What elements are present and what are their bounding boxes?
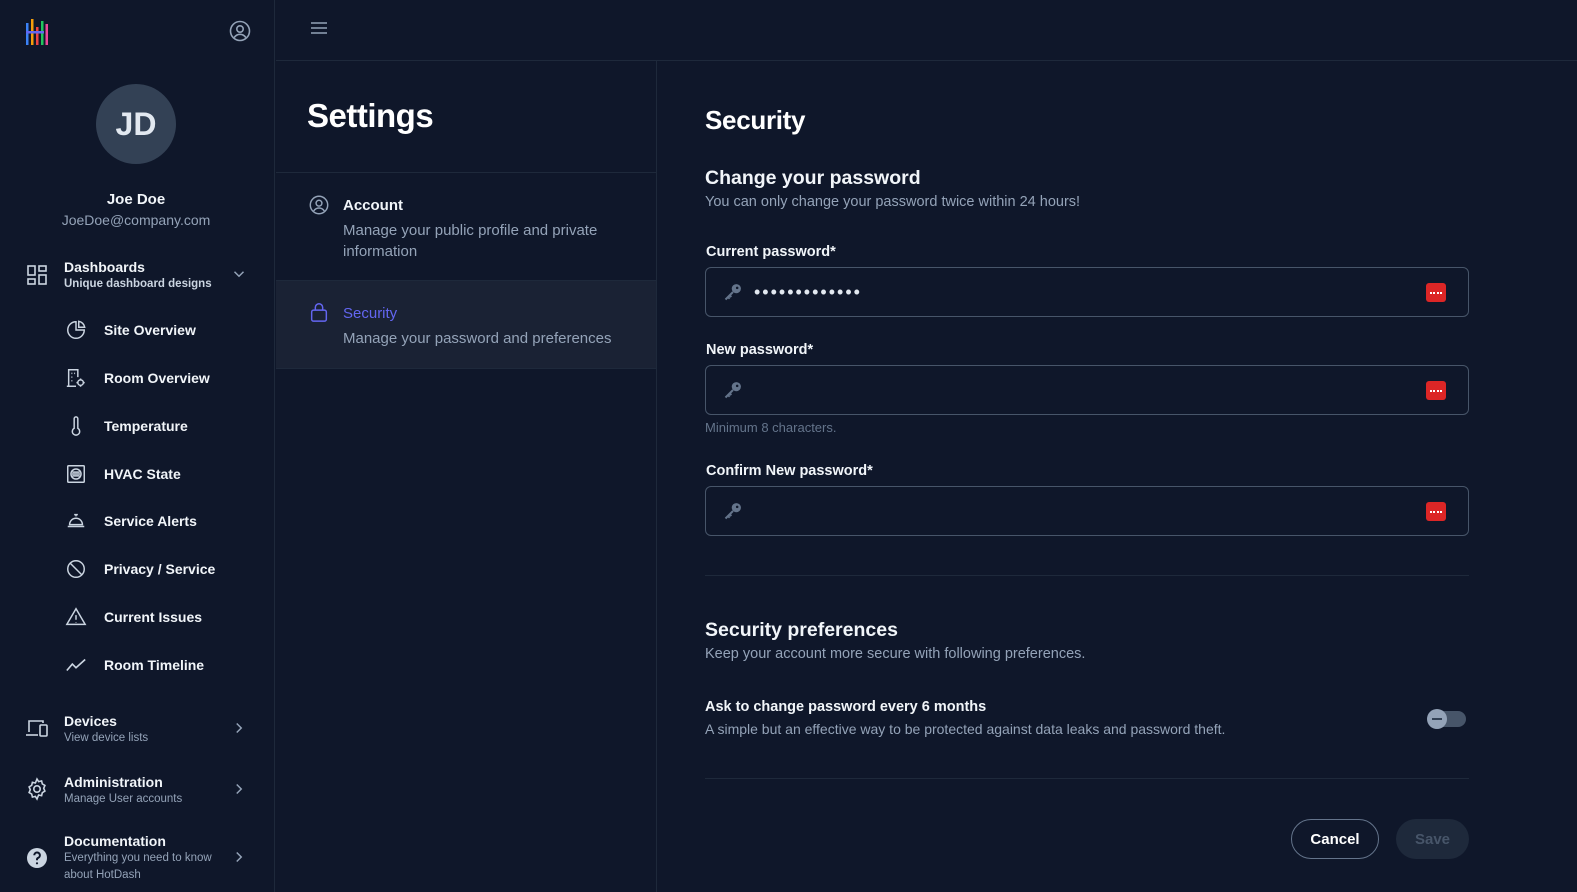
devices-icon — [25, 716, 49, 740]
settings-item-description: Manage your public profile and private information — [343, 222, 598, 260]
password-manager-icon[interactable] — [1426, 502, 1446, 521]
new-password-input[interactable] — [754, 374, 1404, 406]
sidebar-item-label: Room Timeline — [104, 657, 205, 673]
nav-group-documentation[interactable] — [0, 831, 274, 885]
divider — [705, 778, 1469, 779]
nav-group-subtitle: Everything you need to know about HotDash — [64, 852, 212, 881]
user-circle-icon — [308, 194, 330, 216]
user-email: JoeDoe@company.com — [61, 212, 211, 228]
sidebar-item-service-alerts[interactable] — [0, 502, 274, 542]
security-panel — [657, 61, 1577, 892]
avatar[interactable]: JD — [96, 84, 176, 164]
thermometer-icon — [65, 415, 87, 437]
preference-option-title: Ask to change password every 6 months — [705, 699, 987, 715]
sidebar-item-privacy-service[interactable] — [0, 550, 274, 590]
nav-group-title: Administration — [64, 774, 163, 790]
sidebar-item-label: Site Overview — [104, 322, 196, 338]
nav-group-administration[interactable] — [0, 771, 274, 811]
divider — [705, 575, 1469, 576]
settings-item-security[interactable] — [276, 280, 656, 369]
change-password-title: Change your password — [705, 167, 921, 189]
nav-group-title: Documentation — [64, 833, 166, 849]
preference-option-description: A simple but an effective way to be protected against data leaks and password theft. — [705, 721, 1226, 737]
current-password-input[interactable] — [754, 276, 1404, 308]
sidebar-item-current-issues[interactable] — [0, 598, 274, 638]
new-password-field[interactable] — [705, 365, 1469, 415]
hotdash-logo[interactable] — [26, 19, 48, 46]
confirm-password-field[interactable] — [705, 486, 1469, 536]
chevron-right-icon[interactable] — [230, 780, 248, 798]
current-password-field[interactable] — [705, 267, 1469, 317]
sidebar-item-hvac-state[interactable] — [0, 455, 274, 495]
sidebar-item-room-timeline[interactable] — [0, 646, 274, 686]
top-bar — [276, 0, 1577, 61]
security-preferences-subtitle: Keep your account more secure with following preferences. — [705, 646, 1086, 662]
trend-icon — [65, 654, 87, 676]
nav-group-title: Devices — [64, 713, 117, 729]
gear-icon — [25, 777, 49, 801]
help-icon — [25, 846, 49, 870]
nav-group-title: Dashboards — [64, 259, 145, 275]
lock-icon — [308, 301, 330, 323]
settings-item-description: Manage your password and preferences — [343, 330, 612, 347]
nav-group-subtitle: Manage User accounts — [64, 793, 183, 805]
sidebar-item-label: HVAC State — [104, 466, 181, 482]
sidebar-item-label: Privacy / Service — [104, 561, 216, 577]
sidebar-item-label: Service Alerts — [104, 513, 197, 529]
hamburger-menu-icon[interactable] — [309, 18, 329, 38]
service-bell-icon — [65, 510, 87, 532]
user-profile-icon[interactable] — [228, 19, 252, 43]
confirm-password-label: Confirm New password* — [706, 463, 873, 479]
security-preferences-title: Security preferences — [705, 619, 898, 641]
hvac-icon — [65, 463, 87, 485]
user-name: Joe Doe — [106, 191, 166, 208]
key-icon — [723, 501, 743, 521]
sidebar — [0, 0, 275, 892]
sidebar-item-label: Temperature — [104, 418, 188, 434]
sidebar-item-label: Room Overview — [104, 370, 210, 386]
save-button[interactable]: Save — [1396, 819, 1469, 859]
settings-item-account[interactable] — [276, 172, 656, 280]
grid-icon — [25, 263, 49, 287]
sidebar-item-site-overview[interactable] — [0, 311, 274, 351]
block-icon — [65, 558, 87, 580]
new-password-label: New password* — [706, 342, 814, 358]
chevron-right-icon[interactable] — [230, 719, 248, 737]
warning-icon — [65, 606, 87, 628]
sidebar-item-temperature[interactable] — [0, 407, 274, 447]
toggle-knob — [1427, 709, 1447, 729]
nav-group-dashboards[interactable] — [0, 256, 274, 296]
nav-group-subtitle: Unique dashboard designs — [64, 278, 212, 290]
confirm-password-input[interactable] — [754, 495, 1404, 527]
sidebar-item-label: Current Issues — [104, 609, 203, 625]
pie-chart-icon — [65, 319, 87, 341]
section-title: Security — [705, 105, 806, 135]
change-password-subtitle: You can only change your password twice within 24 hours! — [705, 194, 1081, 210]
key-icon — [723, 380, 743, 400]
sidebar-item-room-overview[interactable] — [0, 359, 274, 399]
chevron-right-icon[interactable] — [230, 848, 248, 866]
nav-group-devices[interactable] — [0, 710, 274, 750]
key-icon — [723, 282, 743, 302]
cancel-button[interactable]: Cancel — [1291, 819, 1379, 859]
settings-item-title: Security — [343, 305, 398, 322]
page-title: Settings — [307, 97, 434, 134]
password-manager-icon[interactable] — [1426, 381, 1446, 400]
password-manager-icon[interactable] — [1426, 283, 1446, 302]
new-password-hint: Minimum 8 characters. — [705, 420, 837, 435]
nav-group-subtitle: View device lists — [64, 732, 149, 744]
current-password-label: Current password* — [706, 244, 836, 260]
settings-item-title: Account — [343, 197, 403, 214]
building-gear-icon — [65, 367, 87, 389]
settings-menu — [276, 61, 657, 892]
chevron-down-icon[interactable] — [230, 265, 248, 283]
password-rotation-toggle[interactable] — [1428, 711, 1466, 727]
